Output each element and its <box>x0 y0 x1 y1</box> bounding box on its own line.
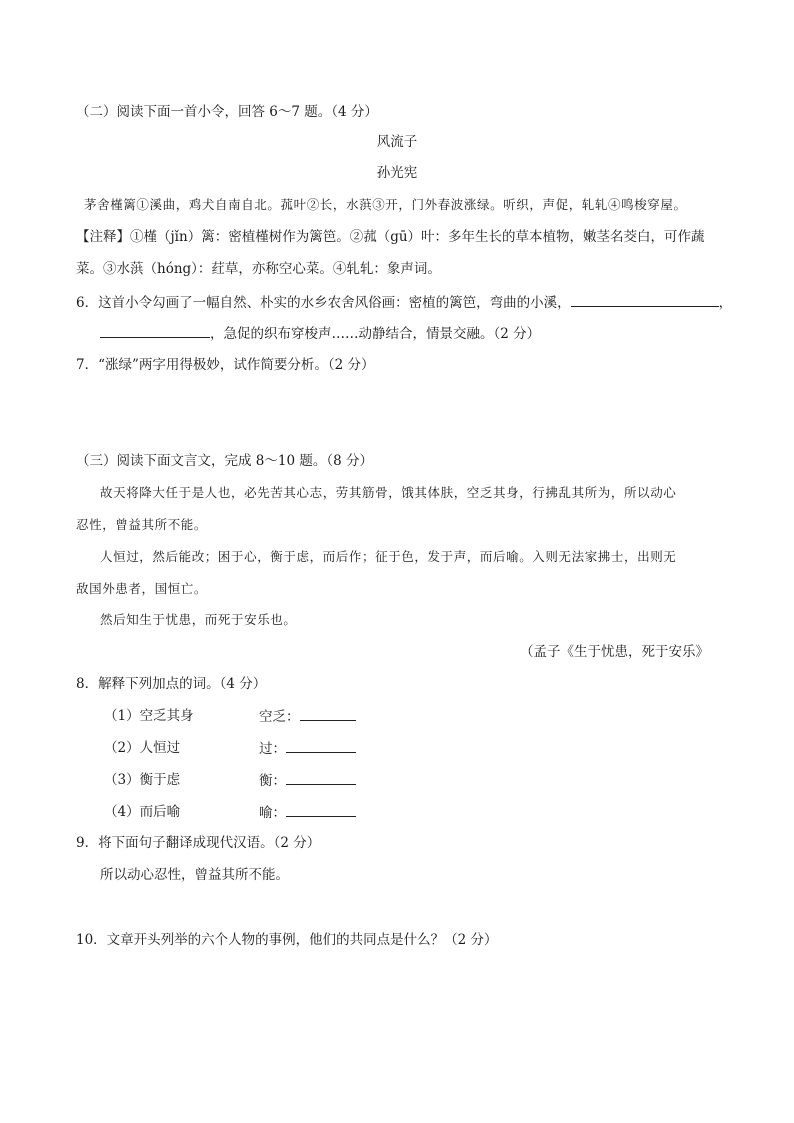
question-6-text: 6．这首小令勾画了一幅自然、朴实的水乡农舍风俗画：密植的篱笆，弯曲的小溪， <box>76 295 571 311</box>
poem-author: 孙光宪 <box>376 165 418 181</box>
q8-item-4-word: （4）而后喻 <box>104 804 181 820</box>
passage-p1-line-1: 故天将降大任于是人也，必先苦其心志，劳其筋骨，饿其体肤，空乏其身，行拂乱其所为，所以动心 <box>100 485 677 500</box>
q8-item-3-word: （3）衡于虑 <box>104 772 181 788</box>
q8-item-3-answer <box>259 770 356 791</box>
q8-item-1-answer <box>259 706 356 727</box>
notes-label: 【注释】 <box>76 229 130 245</box>
question-9: 9．将下面句子翻译成现代汉语。（2 分） <box>76 835 321 851</box>
passage-source: （孟子《生于忧患，死于安乐》 <box>520 644 709 660</box>
question-7: 7．“涨绿”两字用得极妙，试作简要分析。（2 分） <box>76 357 375 373</box>
q8-item-4-label: 喻： <box>259 805 286 821</box>
question-9-sentence: 所以动心忍性，曾益其所不能。 <box>100 867 289 883</box>
section2-heading: （二）阅读下面一首小令，回答 6～7 题。（4 分） <box>76 104 378 120</box>
answer-blank-8-4[interactable] <box>286 802 356 817</box>
answer-blank-8-3[interactable] <box>286 770 356 785</box>
q8-item-1-word: （1）空乏其身 <box>104 708 194 724</box>
question-6-line-2 <box>100 323 540 344</box>
answer-blank-6a[interactable] <box>571 292 719 307</box>
q8-item-4-answer <box>259 802 356 823</box>
poem-title: 风流子 <box>376 134 418 150</box>
answer-blank-8-1[interactable] <box>300 706 356 721</box>
q8-item-1-label: 空乏： <box>259 709 300 725</box>
q8-item-2-answer <box>259 738 356 759</box>
q8-item-2-word: （2）人恒过 <box>104 740 181 756</box>
passage-p3: 然后知生于忧患，而死于安乐也。 <box>100 612 297 627</box>
question-8: 8．解释下列加点的词。（4 分） <box>76 676 267 692</box>
poem-text: 茅舍槿篱①溪曲，鸡犬自南自北。菰叶②长，水葓③开，门外春波涨绿。听织，声促，轧轧④鸣梭穿屋。 <box>84 197 687 212</box>
question-6-line-1 <box>76 292 732 313</box>
answer-blank-6b[interactable] <box>100 323 210 338</box>
answer-blank-8-2[interactable] <box>286 738 356 753</box>
notes-line-1 <box>76 227 705 247</box>
notes-text-1: ①槿（jǐn）篱：密植槿树作为篱笆。②菰（gū）叶：多年生长的草本植物，嫩茎名茭白，可作蔬 <box>130 229 705 245</box>
passage-p2-line-2: 敌国外患者，国恒亡。 <box>76 581 208 596</box>
question-10: 10．文章开头列举的六个人物的事例，他们的共同点是什么？（2 分） <box>76 932 498 948</box>
q8-item-2-label: 过： <box>259 741 286 757</box>
section3-heading: （三）阅读下面文言文，完成 8～10 题。（8 分） <box>76 453 373 469</box>
q8-item-3-label: 衡： <box>259 773 286 789</box>
question-6-rest: ，急促的织布穿梭声……动静结合，情景交融。（2 分） <box>210 326 541 342</box>
passage-p1-line-2: 忍性，曾益其所不能。 <box>76 517 208 532</box>
question-6-comma: ， <box>718 295 733 311</box>
passage-p2-line-1: 人恒过，然后能改；困于心，衡于虑，而后作；征于色，发于声，而后喻。入则无法家拂士，出则无 <box>100 549 677 564</box>
notes-line-2: 菜。③水葓（hóng）：荭草，亦称空心菜。④轧轧：象声词。 <box>76 261 441 277</box>
